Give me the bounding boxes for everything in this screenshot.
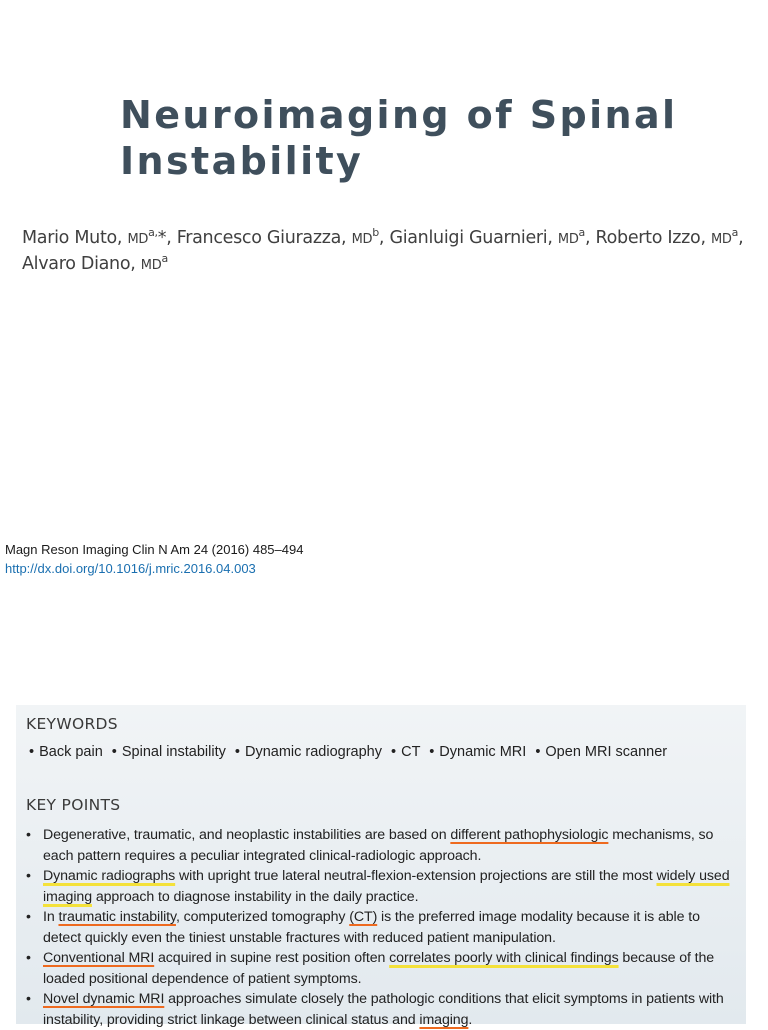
key-point-text: Degenerative, traumatic, and neoplastic instabilities are based on [43, 827, 451, 843]
author-affiliation: a [731, 226, 739, 239]
author-separator: , [738, 228, 744, 248]
highlighted-text: correlates poorly with clinical findings [389, 950, 619, 966]
highlighted-text: different pathophysiologic [450, 827, 609, 843]
key-point [26, 907, 738, 948]
key-point-text: approach to diagnose instability in the daily practice. [91, 888, 419, 905]
author-degree: MD [557, 232, 579, 247]
author-name: Francesco Giurazza [176, 228, 342, 248]
key-point-text: with upright true lateral neutral-flexion-extension projections are still the most [175, 868, 657, 884]
key-point-text: approaches simulate closely the pathologic conditions that elicit symptoms in patients with instability, providing strict linkage between clinical status and [43, 991, 724, 1028]
author: Roberto Izzo, $MD^a$, [595, 226, 744, 248]
key-points-list [26, 825, 738, 1030]
key-point-bullet: • [26, 827, 31, 843]
doi-link[interactable]: http://dx.doi.org/10.1016/j.mric.2016.04.003 [5, 561, 256, 576]
article-title [120, 92, 677, 184]
author-name: Gianluigi Guarnieri [389, 228, 548, 248]
highlighted-text: traumatic instability [58, 909, 176, 925]
key-point-text: . [468, 1011, 473, 1028]
author: Mario Muto, $MD^{a,}*$, [22, 226, 177, 248]
key-point-text: because of the loaded positional dependence of patient symptoms. [43, 950, 715, 987]
author: Francesco Giurazza, $MD^b$, [176, 226, 390, 248]
highlighted-text: imaging [419, 1011, 469, 1028]
author-name: Roberto Izzo [595, 228, 701, 248]
author: Gianluigi Guarnieri, $MD^a$, [389, 226, 596, 248]
keyword-bullet: • [535, 744, 541, 760]
author-degree: MD [710, 232, 732, 247]
key-points-heading: KEY POINTS [26, 796, 121, 814]
keyword: Back pain [39, 744, 103, 760]
author-separator: , [585, 228, 596, 248]
highlighted-text: Dynamic radiographs [43, 868, 176, 884]
key-point [26, 825, 738, 866]
key-point-bullet: • [26, 909, 31, 925]
keyword: Dynamic MRI [439, 744, 527, 760]
keyword-bullet: • [234, 744, 240, 760]
author-separator: , [378, 228, 390, 248]
author-affiliation: a, [148, 226, 158, 239]
key-point-text: mechanisms, so each pattern requires a peculiar integrated clinical-radiologic approach. [43, 827, 714, 864]
journal-reference: Magn Reson Imaging Clin N Am 24 (2016) 485–494 [5, 542, 304, 557]
highlighted-text: (CT) [349, 909, 378, 925]
key-point-text: , computerized tomography [175, 909, 350, 925]
author-affiliation: a [578, 226, 585, 239]
title-line-2: Instability [120, 139, 364, 183]
author-name: Alvaro Diano [22, 254, 131, 274]
author-degree: MD [140, 258, 162, 273]
author-degree: MD [351, 232, 373, 247]
author-list [22, 226, 762, 278]
key-point-text: is the preferred image modality because it is able to detect quickly even the tiniest unstable fractures with reduced patient manipulation. [43, 909, 700, 946]
key-point-bullet: • [26, 950, 31, 966]
author-name: Mario Muto [22, 228, 117, 248]
keyword-bullet: • [429, 744, 435, 760]
key-point-bullet: • [26, 991, 31, 1007]
keywords-heading: KEYWORDS [26, 715, 118, 733]
keyword: Open MRI scanner [545, 744, 668, 760]
citation [5, 540, 303, 578]
keyword-bullet: • [111, 744, 117, 760]
key-point-text: In [43, 909, 59, 925]
author-degree: MD [127, 232, 149, 247]
author-separator: , [166, 228, 177, 248]
highlighted-text: Conventional MRI [43, 950, 155, 966]
keywords-list [24, 742, 667, 762]
key-point-bullet: • [26, 868, 31, 884]
keyword-bullet: • [29, 744, 35, 760]
keyword-bullet: • [391, 744, 397, 760]
author-affiliation: b [372, 226, 379, 239]
key-point [26, 948, 738, 989]
highlighted-text: Novel dynamic MRI [43, 991, 165, 1007]
keyword: Spinal instability [121, 744, 226, 760]
corresponding-author-mark: * [157, 228, 167, 248]
author: Alvaro Diano, $MD^a$ [22, 252, 168, 274]
key-point [26, 866, 738, 907]
key-point-text: acquired in supine rest position often [154, 950, 390, 966]
highlighted-text: widely used imaging [43, 868, 730, 905]
title-line-1: Neuroimaging of Spinal [120, 93, 678, 137]
keyword: CT [401, 744, 421, 760]
keyword: Dynamic radiography [244, 744, 382, 760]
author-affiliation: a [161, 252, 168, 265]
